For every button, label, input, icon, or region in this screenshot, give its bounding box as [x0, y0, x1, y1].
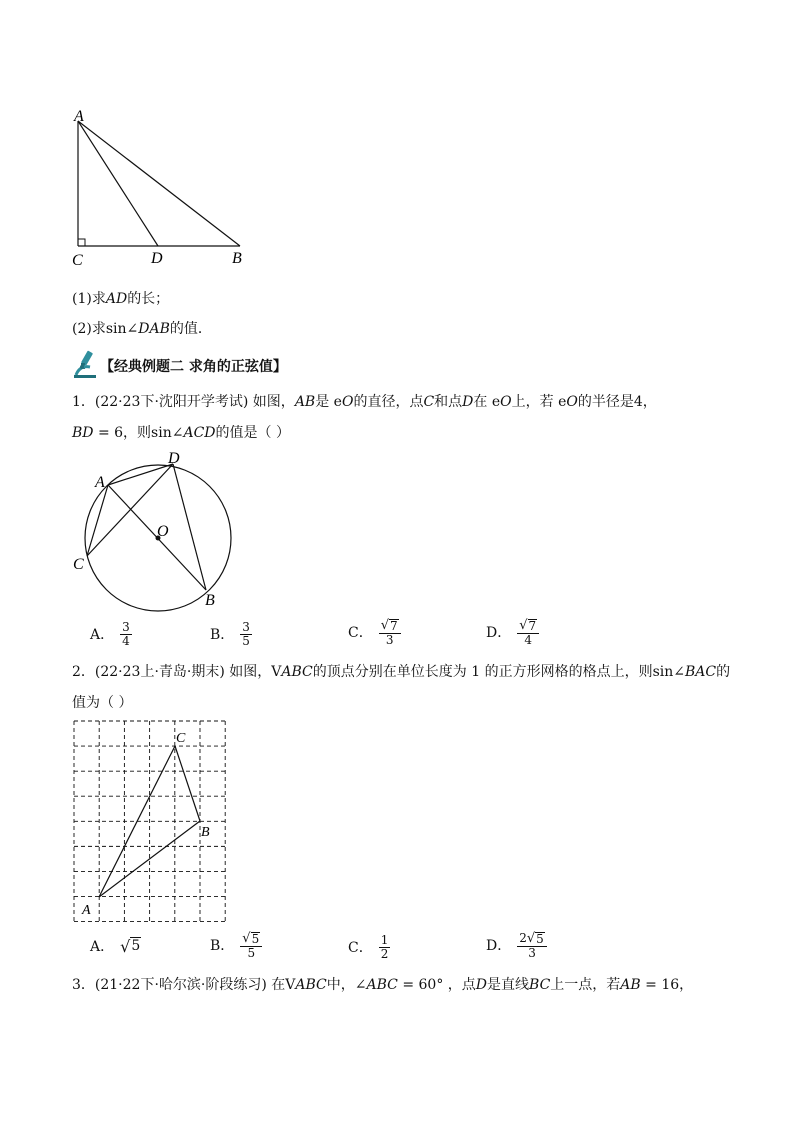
q1-line-2: BD = 6，则sin∠ACD的值是（ ） [72, 425, 290, 441]
label-b: B [205, 592, 215, 609]
label-a: A [95, 474, 105, 491]
section-title: 【经典例题二 求角的正弦值】 [100, 359, 287, 375]
label-c: C [176, 731, 186, 746]
q3-line-1: 3．(21·22下·哈尔滨·阶段练习) 在VABC中，∠ABC = 60° ，点D是直线BC上一点，若AB = 16， [72, 977, 694, 993]
segment-ad [78, 121, 158, 246]
microscope-icon [70, 349, 102, 381]
q2-line-2: 值为（ ） [72, 695, 133, 711]
segment-cb [175, 746, 200, 821]
q1-option-a[interactable]: A． $\frac{3}{4}$ [90, 620, 130, 648]
segment-ab [78, 121, 240, 246]
label-c: C [73, 556, 84, 573]
figure-circle [66, 445, 246, 615]
q2-option-a[interactable]: A． √ 5 [90, 937, 141, 956]
label-c: C [72, 252, 83, 269]
label-b: B [232, 250, 242, 267]
question-part-1: (1)求AD的长； [72, 291, 170, 307]
label-o: O [157, 523, 169, 540]
figure-grid-triangle [66, 716, 236, 926]
q2-option-d[interactable]: D． 2 √ 5 3 [486, 932, 547, 960]
q1-option-c[interactable]: C． √ 7 3 [348, 619, 401, 647]
label-b: B [201, 825, 210, 840]
q2-option-c[interactable]: C． $\frac{1}{2}$ [348, 933, 389, 961]
question-part-2: (2)求sin∠DAB的值． [72, 321, 212, 337]
label-a: A [82, 903, 91, 918]
dashed-grid [74, 721, 225, 922]
right-angle-mark [78, 239, 85, 246]
q1-line-1: 1．(22·23下·沈阳开学考试) 如图，AB是 eO的直径，点C和点D在 eO上，若 eO的半径是4， [72, 394, 657, 410]
label-d: D [151, 250, 163, 267]
label-d: D [168, 450, 180, 467]
q1-option-b[interactable]: B． $\frac{3}{5}$ [210, 620, 250, 648]
figure-right-triangle [68, 105, 278, 270]
q2-option-b[interactable]: B． √ 5 5 [210, 932, 262, 960]
q1-option-d[interactable]: D． √ 7 4 [486, 619, 539, 647]
chord-db [173, 464, 206, 590]
q2-line-1: 2．(22·23上·青岛·期末) 如图，VABC的顶点分别在单位长度为 1 的正方形网格的格点上，则sin∠BAC的 [72, 664, 731, 680]
label-a: A [74, 108, 84, 125]
